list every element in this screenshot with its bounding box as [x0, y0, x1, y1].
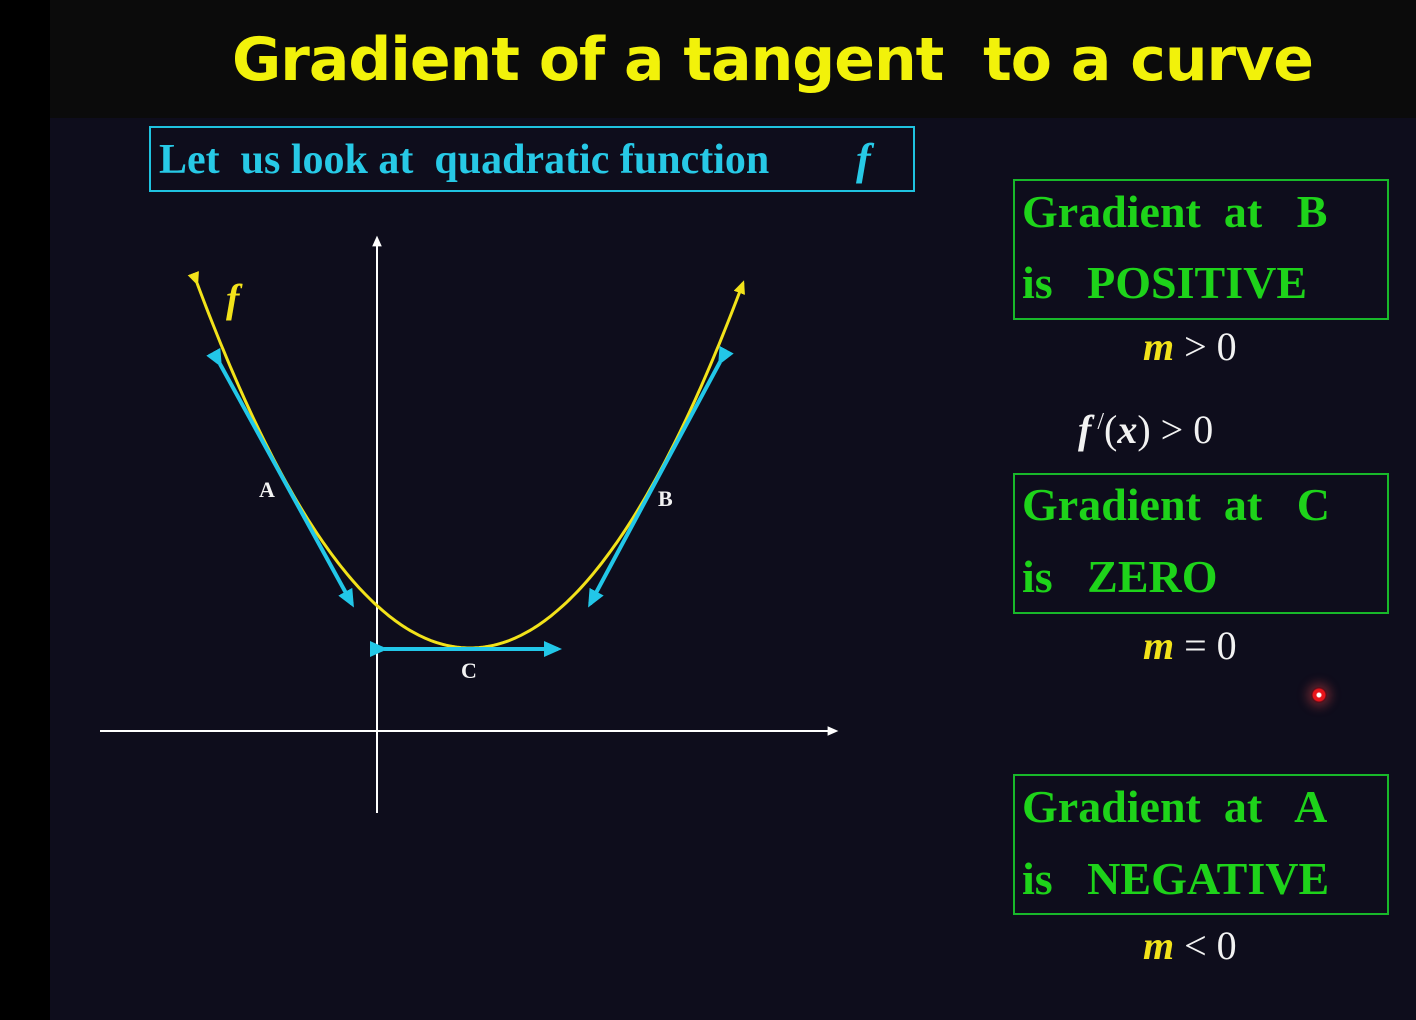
parabola-curve	[197, 283, 743, 648]
c-rel: = 0	[1174, 623, 1237, 668]
b-rel: > 0	[1174, 324, 1237, 369]
c-var: m	[1143, 623, 1175, 668]
derivative-inequality	[1078, 397, 1213, 455]
a-var: m	[1143, 923, 1175, 968]
tangent-at-b	[590, 362, 720, 604]
a-rel: < 0	[1174, 923, 1237, 968]
gradient-c-equation	[1143, 621, 1237, 671]
card-a-line2: is NEGATIVE	[1022, 853, 1330, 904]
gradient-a-inequality	[1143, 921, 1237, 971]
deriv-rest: ) > 0	[1137, 407, 1214, 452]
card-b-line2: is POSITIVE	[1022, 257, 1308, 308]
point-a-label: A	[259, 477, 275, 502]
point-b-label: B	[658, 486, 673, 511]
curve-label: f	[226, 276, 240, 321]
intro-text: Let us look at quadratic function	[159, 137, 770, 183]
deriv-open: (	[1104, 407, 1118, 452]
card-b-line1: Gradient at B	[1022, 186, 1328, 237]
card-a-line1: Gradient at A	[1022, 781, 1328, 832]
deriv-prime: /	[1091, 409, 1104, 435]
gradient-b-inequality	[1143, 322, 1237, 372]
card-c-line1: Gradient at C	[1022, 479, 1330, 530]
intro-function-symbol: f	[856, 135, 871, 184]
tangent-at-a	[220, 364, 352, 604]
slide-title: Gradient of a tangent to a curve	[232, 25, 1313, 95]
deriv-f: f	[1078, 407, 1092, 452]
b-var: m	[1143, 324, 1175, 369]
point-c-label: C	[461, 658, 477, 683]
laser-pointer-dot	[1311, 687, 1327, 703]
deriv-x: x	[1117, 407, 1138, 452]
card-c-line2: is ZERO	[1022, 551, 1218, 602]
